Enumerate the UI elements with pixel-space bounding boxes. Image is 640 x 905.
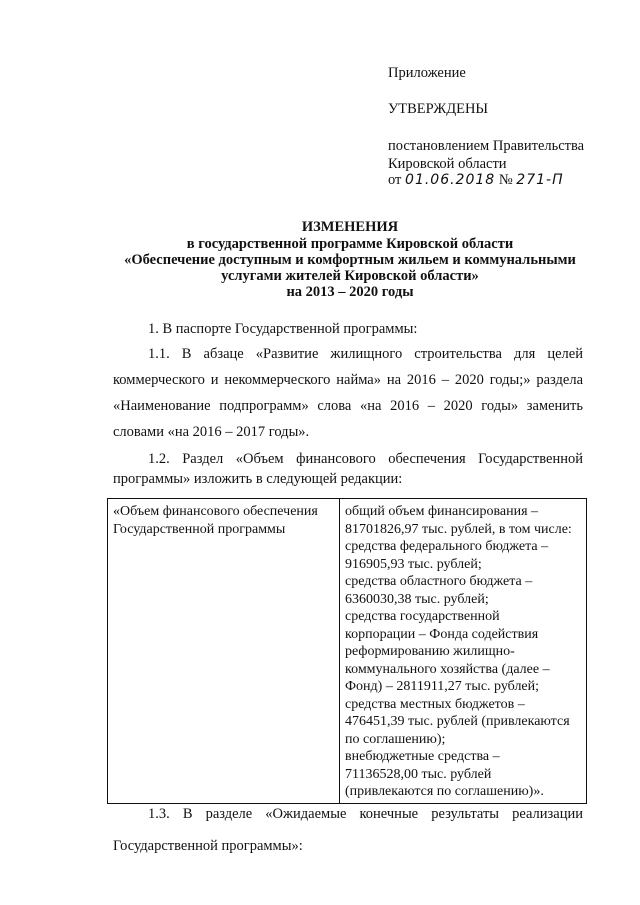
section-1-heading: 1. В паспорте Государственной программы: xyxy=(148,321,418,337)
title-line-2: в государственной программе Кировской области xyxy=(186,236,514,252)
title-line-3: «Обеспечение доступным и комфортным жильем и коммунальными xyxy=(124,252,576,268)
approved-label: УТВЕРЖДЕНЫ xyxy=(388,101,489,117)
value-line: коммунального хозяйства (далее – xyxy=(345,661,550,677)
item-1-1-line-3: «Наименование подпрограмм» слова «на 2016 – 2020 годы» заменить xyxy=(113,398,583,414)
value-line: средства федерального бюджета – xyxy=(345,539,549,554)
value-line: 476451,39 тыс. рублей (привлекаются xyxy=(345,714,570,729)
item-1-3 xyxy=(113,801,583,859)
item-1-2 xyxy=(113,446,583,492)
value-line: средства государственной xyxy=(345,609,500,624)
date-prefix: от xyxy=(388,172,402,188)
number-value: 271-П xyxy=(516,172,564,188)
value-line: 81701826,97 тыс. рублей, в том числе: xyxy=(345,521,572,537)
table-cell-label: «Объем финансового обеспечения Государственной программы xyxy=(108,499,340,804)
date-value: 01.06.2018 xyxy=(405,172,496,188)
approval-date-line xyxy=(388,171,564,189)
table-row xyxy=(108,499,587,804)
item-1-1 xyxy=(113,341,583,445)
appendix-label: Приложение xyxy=(388,65,466,81)
item-1-1-line-1: 1.1. В абзаце «Развитие жилищного строительства для целей xyxy=(148,346,583,362)
item-1-1-line-4: словами «на 2016 – 2017 годы». xyxy=(113,424,310,440)
item-1-2-line-2: программы» изложить в следующей редакции: xyxy=(113,471,403,487)
value-line: общий объем финансирования – xyxy=(345,504,539,519)
financing-table xyxy=(107,498,587,804)
value-line: (привлекаются по соглашению)». xyxy=(345,784,544,799)
value-line: средства местных бюджетов – xyxy=(345,696,525,712)
title-line-5: на 2013 – 2020 годы xyxy=(286,284,414,300)
value-line: Фонд) – 2811911,27 тыс. рублей; xyxy=(345,679,540,694)
table-cell-value xyxy=(340,499,587,804)
value-line: внебюджетные средства – xyxy=(345,749,500,764)
value-line: корпорации – Фонда содействия xyxy=(345,626,539,642)
value-line: реформированию жилищно- xyxy=(345,644,515,659)
approval-line-2: Кировской области xyxy=(388,156,507,172)
number-prefix: № xyxy=(498,172,513,188)
document-title: ИЗМЕНЕНИЯ xyxy=(301,219,399,235)
item-1-1-line-2: коммерческого и некоммерческого найма» на 2016 – 2020 годы;» раздела xyxy=(113,372,583,388)
value-line: 6360030,38 тыс. рублей; xyxy=(345,591,489,607)
value-line: по соглашению); xyxy=(345,731,446,747)
approval-line-1: постановлением Правительства xyxy=(388,138,585,154)
value-line: 71136528,00 тыс. рублей xyxy=(345,766,492,782)
title-line-4: услугами жителей Кировской области» xyxy=(221,268,479,284)
value-line: 916905,93 тыс. рублей; xyxy=(345,556,482,572)
item-1-3-line-2: Государственной программы»: xyxy=(113,838,303,854)
item-1-3-line-1: 1.3. В разделе «Ожидаемые конечные результаты реализации xyxy=(148,806,583,822)
value-line: средства областного бюджета – xyxy=(345,574,533,589)
item-1-2-line-1: 1.2. Раздел «Объем финансового обеспечения Государственной xyxy=(148,451,583,467)
